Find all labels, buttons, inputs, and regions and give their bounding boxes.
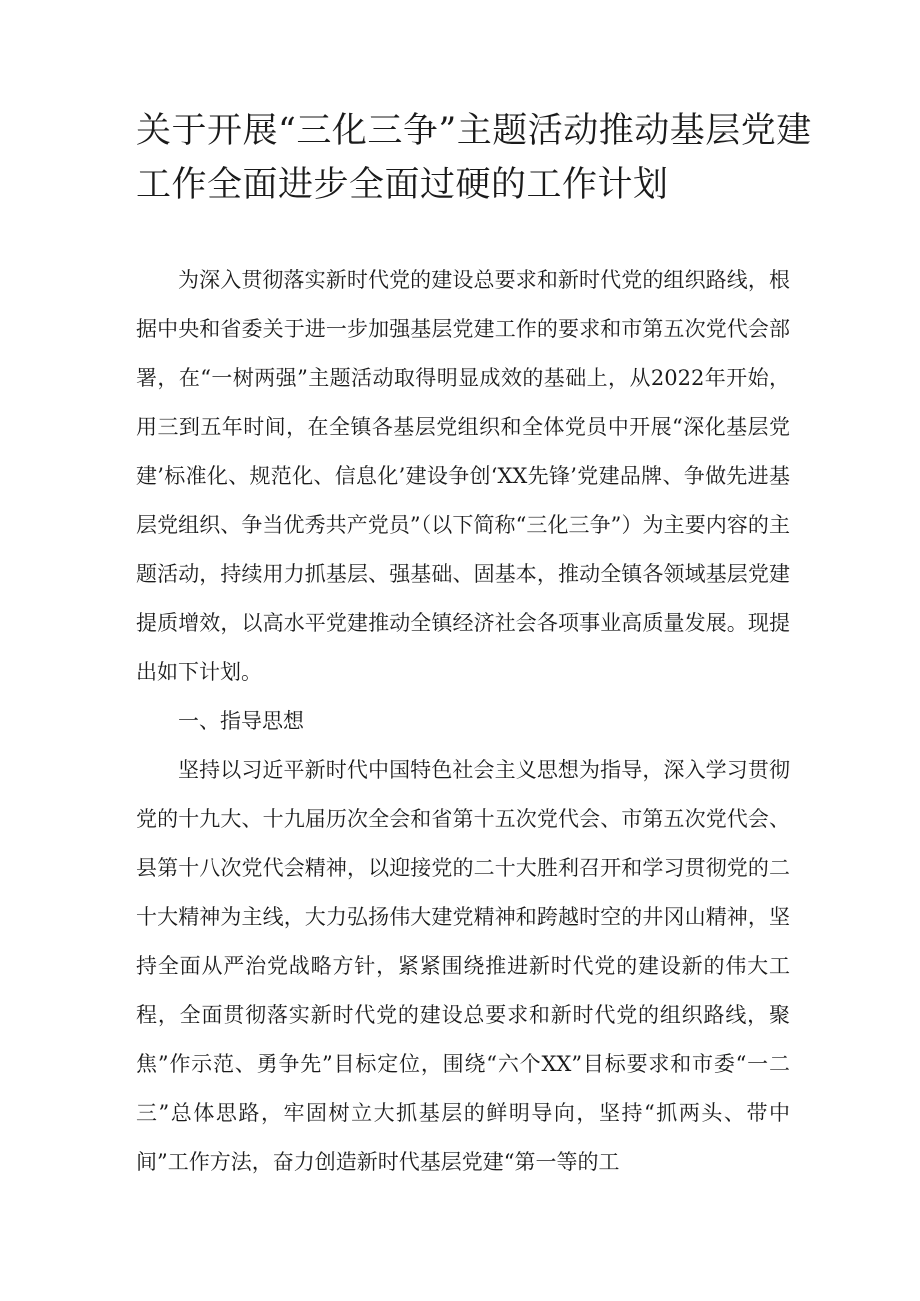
- document-body: [136, 256, 790, 1187]
- title-line-2: 工作全面进步全面过硬的工作计划: [136, 165, 669, 205]
- title-line-1: 关于开展“三化三争”主题活动推动基层党建: [136, 111, 812, 151]
- section-heading-guiding-thought: 一、指导思想: [178, 709, 304, 733]
- guiding-thought-paragraph: 坚持以习近平新时代中国特色社会主义思想为指导，深入学习贯彻党的十九大、十九届历次全会和省第十五次党代会、市第五次党代会、县第十八次党代会精神，以迎接党的二十大胜利召开和学习贯彻党的二十大精神为主线，大力弘扬伟大建党精神和跨越时空的井冈山精神，坚持全面从严治党战略方针，紧紧围绕推进新时代党的建设新的伟大工程，全面贯彻落实新时代党的建设总要求和新时代党的组织路线，聚焦”作示范、勇争先”目标定位，围绕“六个XX”目标要求和市委“一二三”总体思路，牢固树立大抓基层的鲜明导向，坚持“抓两头、带中间”工作方法，奋力创造新时代基层党建“第一等的工: [136, 758, 790, 1174]
- intro-paragraph: 为深入贯彻落实新时代党的建设总要求和新时代党的组织路线，根据中央和省委关于进一步加强基层党建工作的要求和市第五次党代会部署，在“一树两强”主题活动取得明显成效的基础上，从2022年开始，用三到五年时间，在全镇各基层党组织和全体党员中开展“深化基层党建’标准化、规范化、信息化’建设争创‘XX先锋’党建品牌、争做先进基层党组织、争当优秀共产党员”（以下简称“三化三争”）为主要内容的主题活动，持续用力抓基层、强基础、固基本，推动全镇各领域基层党建提质增效，以高水平党建推动全镇经济社会各项事业高质量发展。现提出如下计划。: [136, 268, 790, 684]
- document-title: [136, 104, 812, 212]
